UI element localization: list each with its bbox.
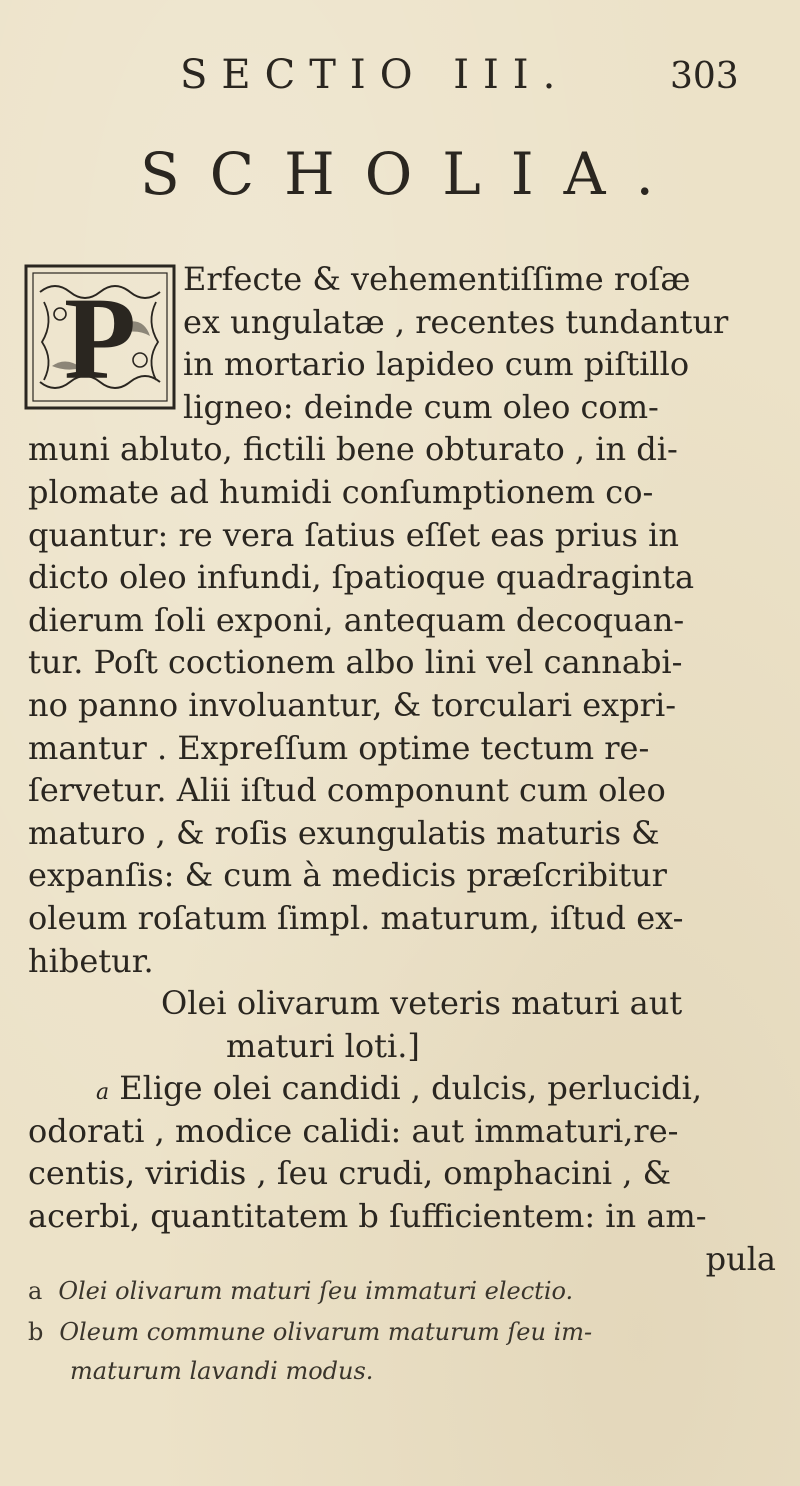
drop-cap-letter: P bbox=[63, 273, 137, 404]
page-number: 303 bbox=[670, 56, 739, 97]
text-line: ex ungulatæ , recentes tundantur bbox=[183, 302, 729, 341]
text-line bbox=[28, 1067, 798, 1110]
text-line: dicto oleo infundi, ſpatioque quadraginta bbox=[28, 558, 695, 597]
text-line: centis, viridis , ſeu crudi, omphacini , & bbox=[28, 1154, 672, 1193]
footnote-letter: b bbox=[28, 1318, 44, 1346]
text-line: quantur: re vera ſatius eſſet eas prius in bbox=[28, 515, 679, 554]
footnote-a bbox=[28, 1277, 798, 1305]
text-line: Erfecte & vehementiſſime roſæ bbox=[183, 260, 691, 298]
text-line: ligneo: deinde cum oleo com- bbox=[183, 387, 659, 426]
lemma-line: maturi loti.] bbox=[226, 1026, 420, 1065]
text-line: muni abluto, fictili bene obturato , in di- bbox=[28, 430, 678, 469]
footnote-text: Oleum commune olivarum maturum ſeu im- bbox=[59, 1318, 593, 1346]
main-text bbox=[28, 258, 798, 1280]
note-sigil-a: a bbox=[96, 1080, 110, 1106]
footnote-letter: a bbox=[28, 1277, 43, 1305]
text-line: expanſis: & cum à medicis præſcribitur bbox=[28, 856, 667, 895]
footnote-text: maturum lavandi modus. bbox=[70, 1357, 374, 1385]
footnote-text: Olei olivarum maturi ſeu immaturi electio. bbox=[58, 1277, 574, 1305]
text-line: tur. Poſt coctionem albo lini vel cannabi- bbox=[28, 643, 683, 682]
text-line: dierum ſoli exponi, antequam decoquan- bbox=[28, 600, 685, 639]
lemma-line: Olei olivarum veteris maturi aut bbox=[161, 984, 683, 1023]
scholia-heading: SCHOLIA. bbox=[140, 140, 684, 208]
footnote-b bbox=[28, 1318, 798, 1346]
text-line: hibetur. bbox=[28, 941, 154, 980]
footnote-b-continued bbox=[28, 1357, 800, 1385]
text-line: maturo , & roſis exungulatis maturis & bbox=[28, 813, 660, 852]
catchword: pula bbox=[705, 1239, 776, 1278]
text-line: oleum roſatum ſimpl. maturum, iſtud ex- bbox=[28, 898, 684, 937]
text-line: mantur . Expreſſum optime tectum re- bbox=[28, 728, 650, 767]
section-title: SECTIO III. bbox=[180, 52, 570, 98]
text-line: plomate ad humidi conſumptionem co- bbox=[28, 472, 654, 511]
text-line-content: Elige olei candidi , dulcis, perlucidi, bbox=[119, 1069, 702, 1108]
text-line: no panno involuantur, & torculari expri- bbox=[28, 685, 677, 724]
text-line: acerbi, quantitatem b ſufficientem: in am- bbox=[28, 1197, 707, 1236]
running-head bbox=[0, 52, 800, 102]
text-line: ſervetur. Alii iſtud componunt cum oleo bbox=[28, 771, 666, 810]
text-line: odorati , modice calidi: aut immaturi,re- bbox=[28, 1111, 679, 1150]
text-line: in mortario lapideo cum piſtillo bbox=[183, 345, 690, 384]
